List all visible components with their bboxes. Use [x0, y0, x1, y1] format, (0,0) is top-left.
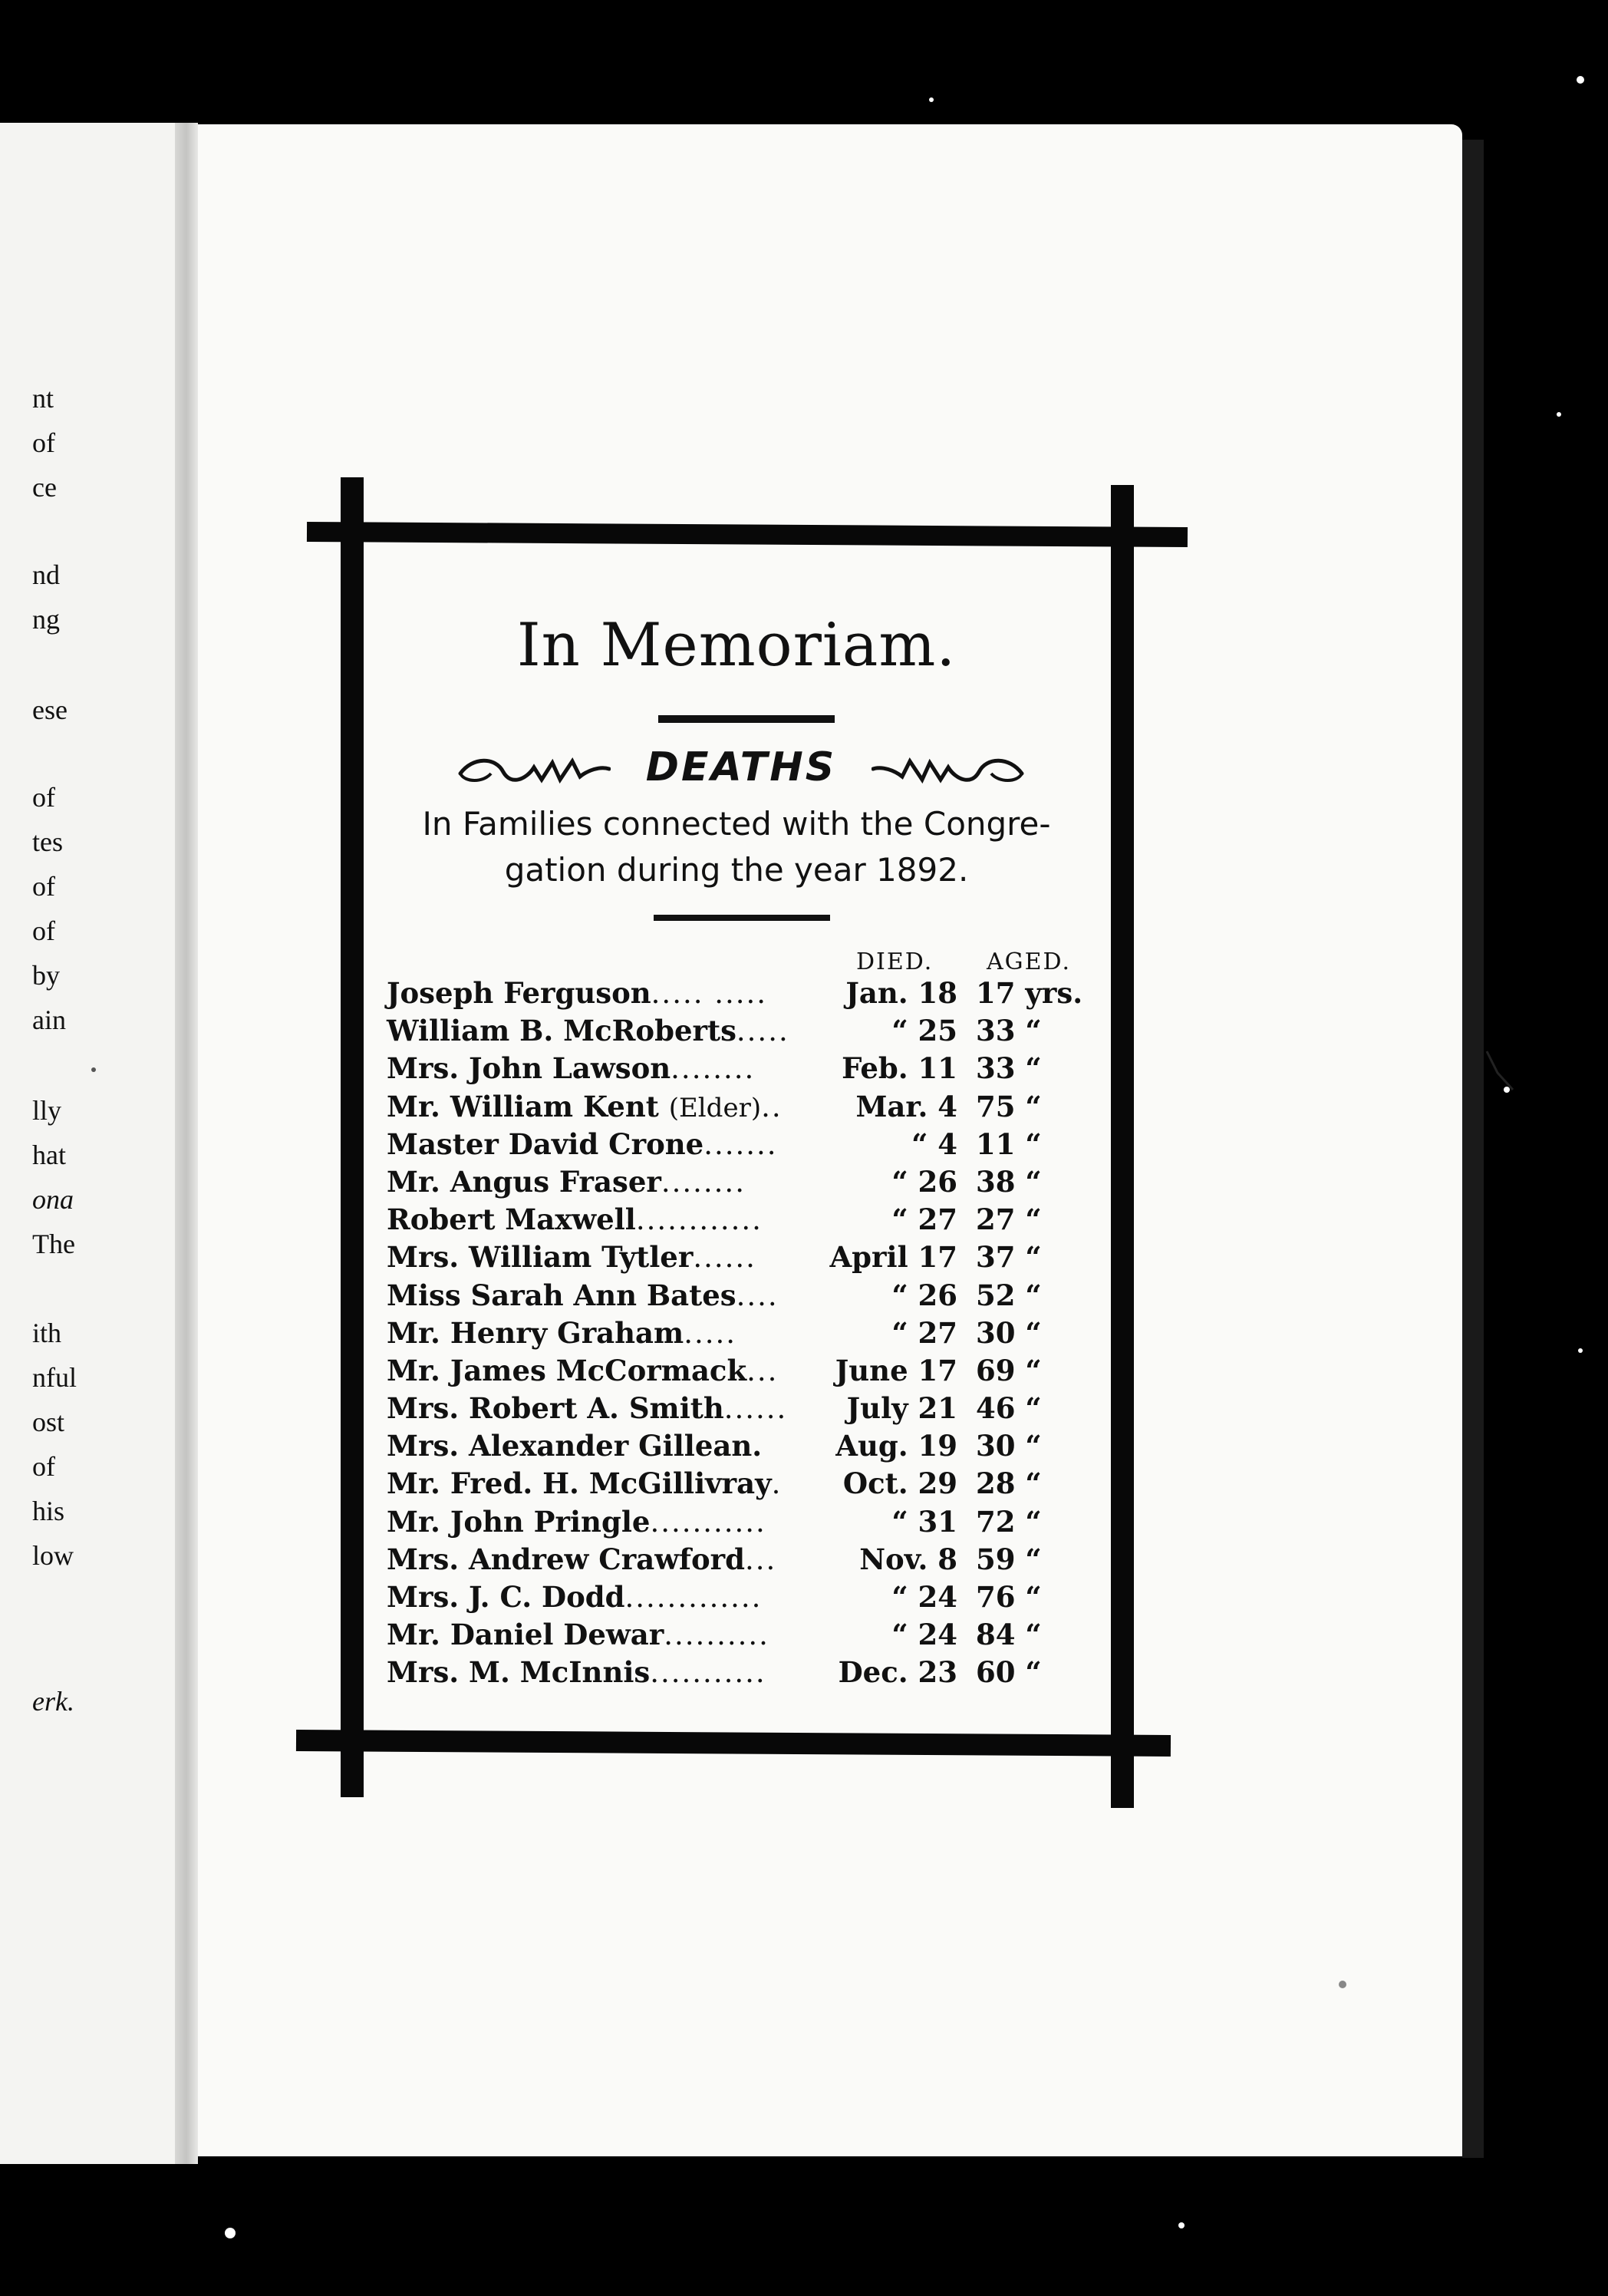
- death-entry: [384, 1201, 1108, 1239]
- page-gutter: [175, 123, 198, 2164]
- entry-name: [387, 1466, 782, 1500]
- death-entry: [384, 1390, 1108, 1427]
- entry-died-date: “ 26: [891, 1164, 957, 1199]
- entry-name: [387, 1090, 783, 1123]
- leader-dots: ..... .....: [651, 977, 768, 1010]
- left-page-fragment: The: [32, 1229, 75, 1259]
- subtitle-line-1: In Families connected with the Congre-: [422, 805, 1051, 843]
- frame-right-bar: [1111, 485, 1134, 1808]
- entry-name: [387, 1278, 779, 1312]
- leader-dots: ...: [746, 1354, 779, 1387]
- left-page: [0, 123, 175, 2164]
- entry-name: [387, 1014, 789, 1047]
- entry-name-text: Mrs. Robert A. Smith: [387, 1391, 724, 1426]
- memoriam-title: In Memoriam.: [516, 611, 957, 680]
- entry-age: 11 “: [976, 1127, 1042, 1161]
- leader-dots: ......: [693, 1241, 756, 1275]
- entry-died-date: “ 24: [891, 1618, 957, 1652]
- entry-died-date: Dec. 23: [838, 1655, 957, 1690]
- entry-name: [387, 976, 767, 1010]
- entry-office: (Elder): [668, 1092, 762, 1123]
- page-edge-shadow: [1462, 140, 1484, 2158]
- subtitle-line-2: gation during the year 1892.: [504, 851, 969, 889]
- entry-died-date: June 17: [835, 1353, 957, 1387]
- leader-dots: .....: [736, 1014, 789, 1048]
- entry-name-text: Mrs. J. C. Dodd: [387, 1580, 625, 1614]
- entry-name-text: Mrs. Andrew Crawford: [387, 1542, 746, 1576]
- leader-dots: .: [771, 1467, 783, 1501]
- deaths-list: [384, 975, 1108, 1692]
- left-page-fragment: nd: [32, 559, 60, 590]
- entry-name-text: Mrs. John Lawson: [387, 1051, 671, 1086]
- entry-age: 37 “: [976, 1240, 1042, 1275]
- entry-name: [387, 1202, 763, 1236]
- entry-age: 60 “: [976, 1655, 1042, 1690]
- death-entry: [384, 1503, 1108, 1541]
- death-entry: [384, 1616, 1108, 1654]
- entry-died-date: Feb. 11: [842, 1051, 957, 1086]
- entry-name: [387, 1127, 778, 1161]
- entry-age: 69 “: [976, 1353, 1042, 1387]
- entry-name-text: Mr. James McCormack: [387, 1353, 747, 1387]
- leader-dots: ....: [736, 1278, 779, 1312]
- left-page-fragment: of: [32, 782, 55, 813]
- leader-dots: ...: [745, 1542, 777, 1576]
- left-page-fragment: by: [32, 960, 60, 991]
- entry-age: 52 “: [976, 1278, 1042, 1312]
- frame-left-bar: [341, 477, 364, 1797]
- entry-name-text: Mr. Angus Fraser: [387, 1164, 661, 1199]
- left-page-fragment: low: [32, 1540, 74, 1571]
- entry-died-date: “ 25: [891, 1014, 957, 1048]
- entry-name-text: Mr. Daniel Dewar: [387, 1618, 664, 1652]
- death-entry: [384, 1578, 1108, 1616]
- leader-dots: ............: [635, 1203, 763, 1237]
- left-page-fragment: ith: [32, 1318, 62, 1348]
- left-page-fragment: of: [32, 1451, 55, 1482]
- entry-name: [387, 1391, 787, 1425]
- entry-name-text: Mrs. Alexander Gillean.: [387, 1429, 763, 1463]
- entry-age: 17 yrs.: [976, 976, 1083, 1010]
- subtitle: [368, 801, 1105, 893]
- leader-dots: ......: [723, 1392, 788, 1426]
- right-flourish-icon: [872, 749, 1025, 795]
- leader-dots: .....: [684, 1316, 736, 1350]
- leader-dots: ........: [671, 1052, 756, 1086]
- entry-name: [387, 1165, 746, 1199]
- entry-name: [387, 1051, 755, 1085]
- entry-died-date: “ 24: [891, 1580, 957, 1614]
- entry-age: 33 “: [976, 1014, 1042, 1048]
- entry-name: [387, 1655, 766, 1689]
- entry-died-date: “ 27: [891, 1315, 957, 1350]
- death-entry: [384, 1654, 1108, 1691]
- left-page-fragment: his: [32, 1496, 65, 1526]
- entry-name: [387, 1240, 756, 1274]
- entry-died-date: Mar. 4: [855, 1089, 957, 1123]
- left-page-fragment: of: [32, 871, 55, 902]
- entry-name-text: Master David Crone: [387, 1127, 704, 1161]
- entry-died-date: July 21: [846, 1391, 957, 1426]
- left-page-fragment: of: [32, 915, 55, 946]
- entry-died-date: “ 31: [891, 1504, 957, 1539]
- left-page-fragment: lly: [32, 1095, 62, 1126]
- column-header-aged: AGED.: [987, 948, 1072, 975]
- left-flourish-icon: [457, 749, 611, 795]
- left-page-fragment: nt: [32, 383, 54, 414]
- entry-age: 76 “: [976, 1580, 1042, 1614]
- entry-age: 27 “: [976, 1202, 1042, 1237]
- entry-died-date: Jan. 18: [845, 976, 957, 1010]
- entry-name-text: Mrs. William Tytler: [387, 1240, 694, 1275]
- left-page-fragment: ese: [32, 694, 68, 725]
- leader-dots: ...........: [650, 1656, 766, 1690]
- entry-age: 72 “: [976, 1504, 1042, 1539]
- left-page-fragment: of: [32, 427, 55, 458]
- entry-name: [387, 1316, 736, 1350]
- death-entry: [384, 975, 1108, 1012]
- entry-name-text: Joseph Ferguson: [387, 976, 651, 1010]
- leader-dots: .......: [704, 1127, 778, 1161]
- left-page-fragment: ng: [32, 604, 60, 635]
- entry-name-text: Mr. Fred. H. McGillivray: [387, 1466, 772, 1501]
- left-page-fragment: ona: [32, 1184, 74, 1215]
- title-rule: [658, 715, 835, 723]
- left-page-fragment: ain: [32, 1004, 66, 1035]
- entry-name-text: William B. McRoberts: [387, 1014, 736, 1048]
- entry-died-date: April 17: [829, 1240, 957, 1275]
- column-header-died: DIED.: [856, 948, 934, 975]
- left-page-fragment: erk.: [32, 1686, 74, 1717]
- deaths-heading-row: [457, 741, 1026, 803]
- leader-dots: ..: [761, 1090, 783, 1123]
- entry-died-date: Nov. 8: [859, 1542, 957, 1576]
- entry-name-text: Robert Maxwell: [387, 1202, 636, 1237]
- death-entry: [384, 1050, 1108, 1087]
- entry-age: 59 “: [976, 1542, 1042, 1576]
- death-entry: [384, 1126, 1108, 1163]
- entry-name: [387, 1542, 776, 1576]
- death-entry: [384, 1088, 1108, 1126]
- death-entry: [384, 1352, 1108, 1390]
- entry-age: 33 “: [976, 1051, 1042, 1086]
- entry-died-date: Aug. 19: [835, 1429, 957, 1463]
- leader-dots: ........: [661, 1165, 746, 1199]
- entry-died-date: “ 4: [911, 1127, 957, 1161]
- entry-name: [387, 1618, 769, 1651]
- death-entry: [384, 1163, 1108, 1201]
- death-entry: [384, 1277, 1108, 1315]
- entry-name-text: Mr. Henry Graham: [387, 1315, 684, 1350]
- death-entry: [384, 1315, 1108, 1352]
- entry-died-date: “ 26: [891, 1278, 957, 1312]
- entry-name: [387, 1580, 762, 1614]
- entry-age: 30 “: [976, 1315, 1042, 1350]
- entry-age: 84 “: [976, 1618, 1042, 1652]
- entry-age: 28 “: [976, 1466, 1042, 1501]
- entry-name-text: Mrs. M. McInnis: [387, 1655, 651, 1690]
- death-entry: [384, 1465, 1108, 1503]
- entry-name-text: Mr. William Kent: [387, 1089, 659, 1123]
- left-page-text: [0, 123, 175, 2164]
- left-page-fragment: hat: [32, 1140, 66, 1170]
- entry-age: 46 “: [976, 1391, 1042, 1426]
- left-page-fragment: nful: [32, 1362, 77, 1393]
- death-entry: [384, 1012, 1108, 1050]
- death-entry: [384, 1427, 1108, 1465]
- subtitle-rule: [654, 915, 830, 921]
- entry-name-text: Mr. John Pringle: [387, 1504, 651, 1539]
- death-entry: [384, 1239, 1108, 1276]
- entry-name: [387, 1505, 766, 1539]
- deaths-heading: DEATHS: [645, 744, 837, 790]
- left-page-fragment: ce: [32, 472, 57, 503]
- entry-age: 38 “: [976, 1164, 1042, 1199]
- entry-name: [387, 1429, 762, 1463]
- leader-dots: ..........: [664, 1618, 769, 1652]
- entry-age: 75 “: [976, 1089, 1042, 1123]
- left-page-fragment: tes: [32, 826, 63, 857]
- entry-died-date: Oct. 29: [842, 1466, 957, 1501]
- entry-name: [387, 1354, 778, 1387]
- entry-age: 30 “: [976, 1429, 1042, 1463]
- entry-died-date: “ 27: [891, 1202, 957, 1237]
- entry-name-text: Miss Sarah Ann Bates: [387, 1278, 736, 1312]
- leader-dots: ...........: [650, 1505, 766, 1539]
- left-page-fragment: ost: [32, 1407, 65, 1437]
- leader-dots: .............: [624, 1581, 763, 1614]
- death-entry: [384, 1541, 1108, 1578]
